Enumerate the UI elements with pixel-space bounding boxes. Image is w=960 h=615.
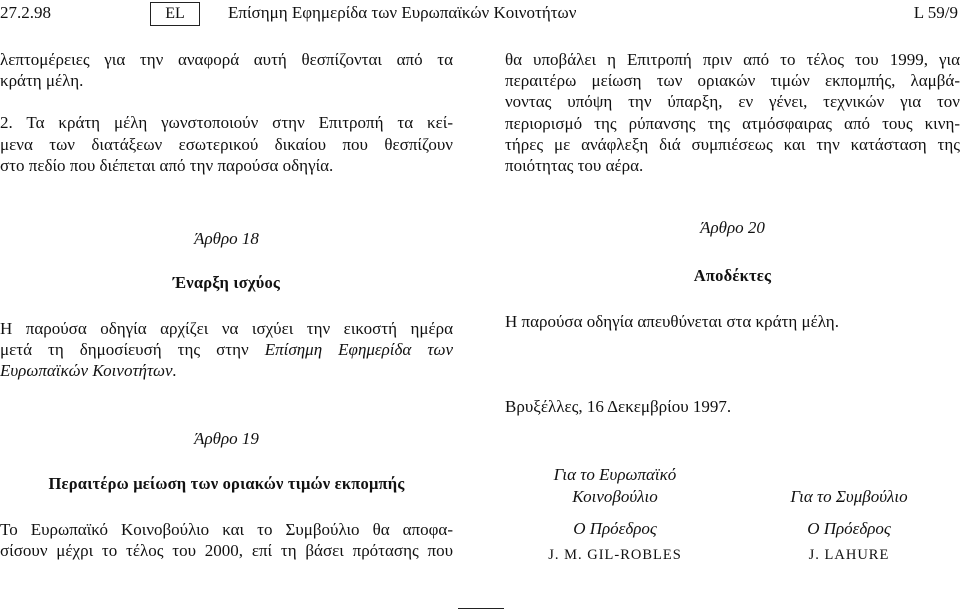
signature-role: Ο Πρόεδρος: [573, 519, 657, 538]
text-line: στο πεδίο που διέπεται από την παρούσα οδηγία.: [0, 155, 334, 175]
journal-title: Επίσημη Εφημερίδα των Ευρωπαϊκών Κοινοτήτων: [228, 3, 577, 22]
text-line: περιορισμό της ρύπανσης της ατμόσφαιρας από τους κινη-: [505, 113, 960, 133]
text-line: σίσουν μέχρι το τέλος του 2000, επί τη βάσει πρότασης που: [0, 541, 453, 561]
signature-name: J. M. GIL-ROBLES: [548, 547, 682, 563]
text-line: ποιότητας του αέρα.: [505, 156, 644, 176]
text-line: 2. Τα κράτη μέλη γωνστοποιούν στην Επιτροπή τα κεί-: [0, 113, 453, 133]
journal-name-italic: Ευρωπαϊκών Κοινοτήτων.: [0, 361, 177, 381]
signature-role: Ο Πρόεδρος: [807, 519, 891, 538]
text-line: θα υποβάλει η Επιτροπή πριν από το τέλος του 1999, για: [505, 50, 960, 69]
text-line: λεπτομέρειες για την αναφορά αυτή θεσπίζονται από τα: [0, 50, 453, 69]
article-18-heading: Έναρξη ισχύος: [172, 273, 281, 292]
signature-council: [738, 486, 960, 566]
footnote-rule: [458, 608, 504, 609]
right-column-top: [505, 49, 960, 176]
place-and-date: Βρυξέλλες, 16 Δεκεμβρίου 1997.: [505, 397, 732, 416]
article-19-body: [0, 519, 453, 561]
language-code-box: EL: [150, 2, 200, 26]
text-line: Η παρούσα οδηγία αρχίζει να ισχύει την εικοστή ημέρα: [0, 319, 453, 338]
signature-parliament: [505, 464, 725, 566]
text-line: κράτη μέλη.: [0, 71, 84, 91]
article-18-body: [0, 318, 453, 382]
signature-institution: Για το Ευρωπαϊκό: [553, 465, 677, 484]
text-line: τήρες με ανάφλεξη διά συμπιέσεως και την κατάσταση της: [505, 134, 960, 154]
article-20-body: [505, 311, 960, 332]
text-line: Το Ευρωπαϊκό Κοινοβούλιο και το Συμβούλιο θα αποφα-: [0, 520, 453, 539]
journal-name-italic: Επίσημη Εφημερίδα των: [264, 340, 453, 360]
signature-name: J. LAHURE: [808, 547, 890, 563]
left-column-top: [0, 49, 453, 176]
text-line: [0, 339, 453, 360]
signature-institution: Κοινοβούλιο: [572, 487, 658, 506]
text-line: μενα των διατάξεων εσωτερικού δικαίου που θεσπίζουν: [0, 134, 453, 154]
article-20-label: Άρθρο 20: [700, 218, 765, 237]
text-span: μετά τη δημοσίευσή της στην: [0, 340, 265, 360]
article-19-label: Άρθρο 19: [194, 429, 259, 448]
article-18-label: Άρθρο 18: [194, 229, 259, 248]
article-19-heading: Περαιτέρω μείωση των οριακών τιμών εκπομπής: [48, 474, 405, 493]
text-line: νοντας υπόψη την ύπαρξη, εν γένει, τεχνικών για τον: [505, 92, 960, 112]
page-number: L 59/9: [913, 3, 958, 22]
header-date: 27.2.98: [0, 3, 51, 22]
signature-institution: Για το Συμβούλιο: [790, 487, 908, 506]
text-line: Η παρούσα οδηγία απευθύνεται στα κράτη μέλη.: [505, 312, 839, 331]
text-line: περαιτέρω μείωση των οριακών τιμών εκπομπής, λαμβά-: [505, 71, 960, 91]
article-20-heading: Αποδέκτες: [693, 266, 772, 285]
